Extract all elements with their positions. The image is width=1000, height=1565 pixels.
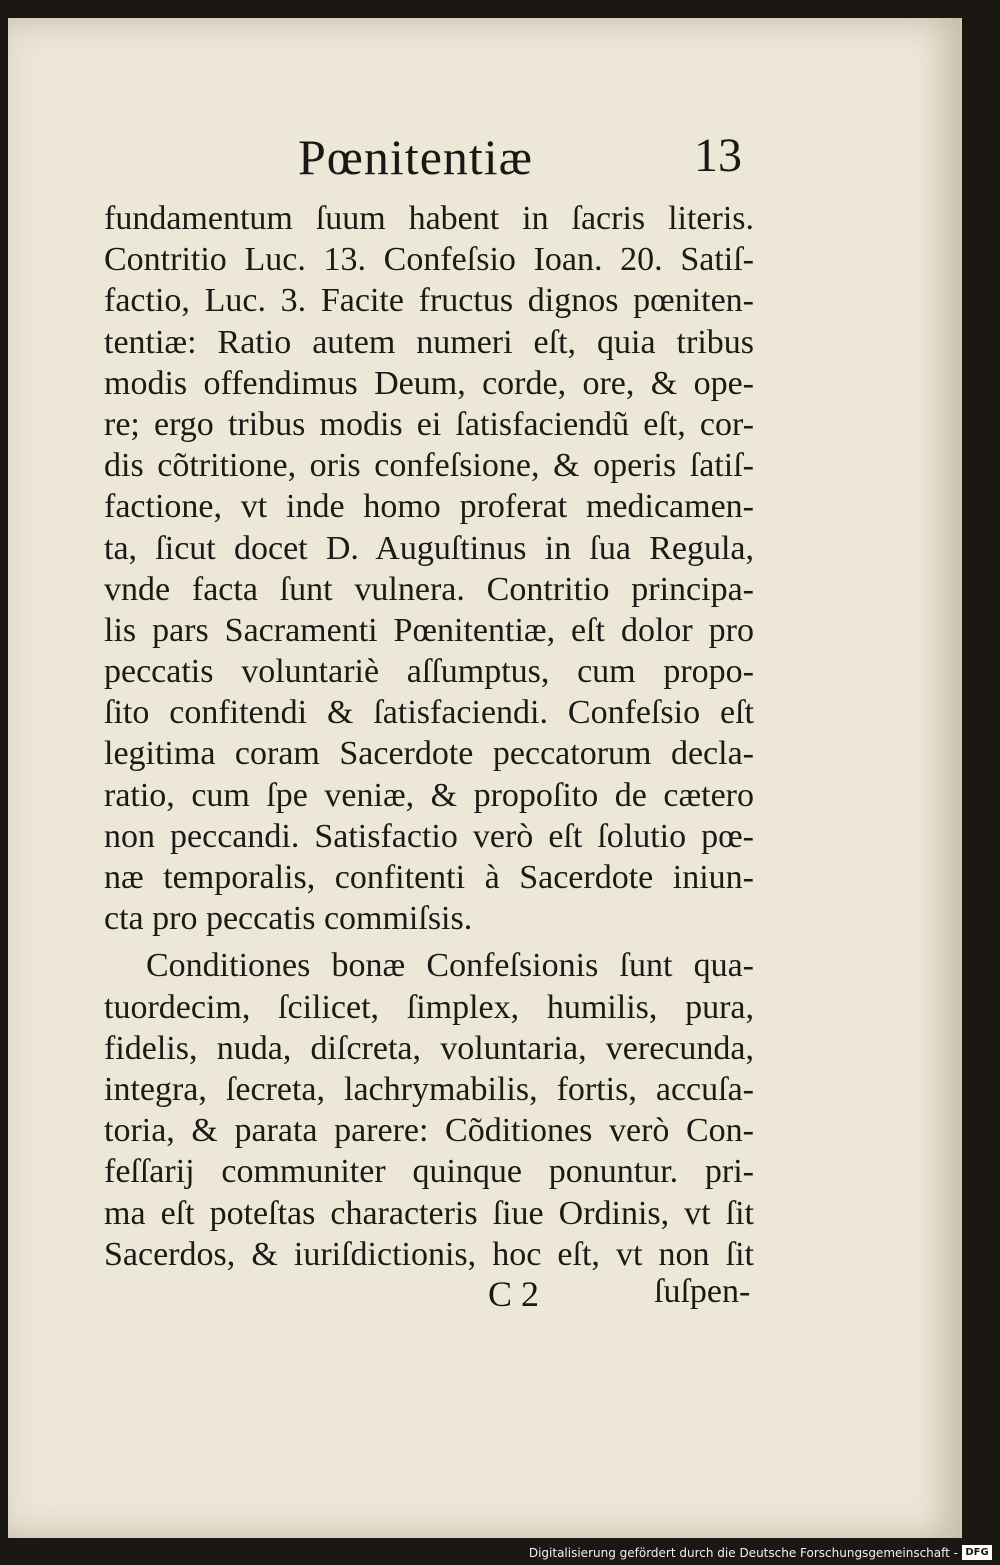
paragraph-2: [104, 945, 754, 1275]
text-line: ta, ſicut docet D. Auguſtinus in ſua Regula,: [104, 529, 754, 567]
text-line: dis cõtritione, oris confeſsione, & operis ſatiſ-: [104, 447, 754, 485]
text-line: factio, Luc. 3. Facite fructus dignos pœniten-: [104, 282, 754, 320]
paragraph-1: [104, 198, 754, 939]
page-footer: [8, 1273, 960, 1323]
text-line: ratio, cum ſpe veniæ, & propoſito de cætero: [104, 776, 754, 814]
text-line: factione, vt inde homo proferat medicamen-: [104, 488, 754, 526]
page-header: [8, 128, 960, 188]
text-line: legitima coram Sacerdote peccatorum decla-: [104, 735, 754, 773]
dfg-logo-icon: DFG: [962, 1545, 992, 1560]
credit-bar: [0, 1538, 1000, 1565]
text-line: lis pars Sacramenti Pœnitentiæ, eſt dolor pro: [104, 611, 754, 649]
text-line: Conditiones bonæ Confeſsionis ſunt qua-: [146, 947, 754, 985]
text-line: feſſarij communiter quinque ponuntur. pri-: [104, 1153, 754, 1191]
text-line: modis offendimus Deum, corde, ore, & ope-: [104, 364, 754, 402]
text-block: [104, 198, 754, 1275]
signature-mark: C 2: [488, 1274, 540, 1314]
book-page: [8, 18, 962, 1538]
text-line: næ temporalis, confitenti à Sacerdote iniun-: [104, 859, 754, 896]
text-line: tuordecim, ſcilicet, ſimplex, humilis, pura,: [104, 988, 754, 1026]
text-line: tentiæ: Ratio autem numeri eſt, quia tribus: [104, 323, 754, 361]
running-head: Pœnitentiæ: [298, 129, 534, 185]
text-line: toria, & parata parere: Cõditiones verò Con-: [104, 1112, 754, 1150]
text-line: integra, ſecreta, lachrymabilis, fortis, accuſa-: [104, 1070, 754, 1108]
text-line: non peccandi. Satisfactio verò eſt ſolutio pœ-: [104, 817, 754, 855]
text-line: re; ergo tribus modis ei ſatisfaciendũ eſt, cor-: [104, 405, 754, 443]
text-line: fundamentum ſuum habent in ſacris literis.: [104, 200, 754, 237]
text-line: fidelis, nuda, diſcreta, voluntaria, verecunda,: [104, 1029, 754, 1067]
text-line: Contritio Luc. 13. Confeſsio Ioan. 20. Satiſ-: [104, 241, 754, 279]
text-line: ma eſt poteſtas characteris ſiue Ordinis, vt ſit: [104, 1194, 754, 1232]
catchword: ſuſpen-: [654, 1273, 751, 1310]
text-line: vnde facta ſunt vulnera. Contritio principa-: [104, 570, 754, 608]
text-line: cta pro peccatis commiſsis.: [104, 900, 473, 938]
text-line: peccatis voluntariè aſſumptus, cum propo-: [104, 653, 754, 691]
page-number: 13: [694, 129, 742, 182]
text-line: Sacerdos, & iuriſdictionis, hoc eſt, vt non ſit: [104, 1235, 754, 1273]
text-line: ſito confitendi & ſatisfaciendi. Confeſsio eſt: [104, 694, 754, 732]
funding-credit: Digitalisierung gefördert durch die Deutsche Forschungsgemeinschaft -: [528, 1546, 958, 1560]
